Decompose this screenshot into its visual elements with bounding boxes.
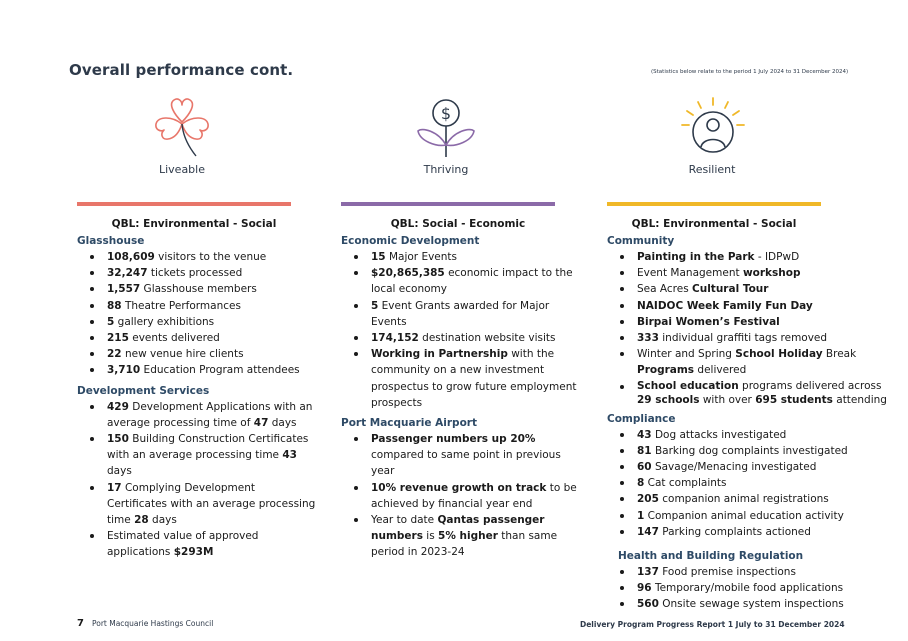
list-item: 174,152 destination website visits	[341, 330, 581, 346]
health-building-list	[607, 564, 897, 613]
list-item: 88 Theatre Performances	[77, 298, 317, 314]
airport-list	[341, 431, 581, 561]
list-item: Estimated value of approved applications $293M	[77, 528, 317, 560]
section-heading-health-building-regulation: Health and Building Regulation	[618, 550, 804, 563]
section-heading-compliance: Compliance	[607, 412, 676, 425]
economic-development-list	[341, 249, 581, 411]
statistics-period-note: (Statistics below relate to the period 1 July 2024 to 31 December 2024)	[651, 69, 849, 75]
list-item: School education programs delivered across 29 schools with over 695 students attending	[607, 379, 897, 407]
liveable-color-bar	[77, 202, 291, 206]
section-heading-community: Community	[607, 235, 675, 247]
list-item: Winter and Spring School Holiday Break Programs delivered	[607, 346, 897, 378]
list-item: 5 Event Grants awarded for Major Events	[341, 298, 581, 330]
list-item: Passenger numbers up 20% compared to same point in previous year	[341, 431, 581, 480]
list-item: Working in Partnership with the community on a new investment prospectus to grow future employment prospects	[341, 346, 581, 411]
list-item: 215 events delivered	[77, 330, 317, 346]
pillar-label-resilient: Resilient	[688, 163, 736, 176]
glasshouse-list	[77, 249, 317, 379]
list-item: 8 Cat complaints	[607, 475, 897, 491]
pillar-label-liveable: Liveable	[158, 163, 205, 176]
footer-left	[77, 618, 213, 629]
pillar-label-thriving: Thriving	[423, 163, 469, 176]
list-item: 429 Development Applications with an average processing time of 47 days	[77, 399, 317, 431]
column-heading: QBL: Social - Economic	[390, 218, 526, 230]
thriving-column	[341, 218, 581, 567]
list-item: Sea Acres Cultural Tour	[607, 281, 897, 297]
list-item: 81 Barking dog complaints investigated	[607, 443, 897, 459]
dollar-plant-icon	[414, 97, 478, 163]
resilient-column	[607, 218, 897, 619]
list-item: Birpai Women’s Festival	[607, 314, 897, 330]
list-item: Event Management workshop	[607, 265, 897, 281]
list-item: 22 new venue hire clients	[77, 346, 317, 362]
footer-org-name: Port Macquarie Hastings Council	[91, 619, 214, 628]
development-services-list	[77, 399, 317, 561]
flower-heart-icon	[152, 96, 212, 164]
thriving-color-bar	[341, 202, 555, 206]
list-item: 10% revenue growth on track to be achieved by financial year end	[341, 480, 581, 512]
list-item: Year to date Qantas passenger numbers is 5% higher than same period in 2023-24	[341, 512, 581, 561]
list-item: 147 Parking complaints actioned	[607, 524, 897, 540]
list-item: 137 Food premise inspections	[607, 564, 897, 580]
page-number: 7	[77, 618, 84, 629]
liveable-column	[77, 218, 317, 567]
list-item: NAIDOC Week Family Fun Day	[607, 298, 897, 314]
column-heading: QBL: Environmental - Social	[111, 218, 277, 230]
list-item: 108,609 visitors to the venue	[77, 249, 317, 265]
section-heading-economic-development: Economic Development	[341, 235, 480, 247]
column-heading: QBL: Environmental - Social	[631, 218, 797, 230]
sun-person-icon	[680, 96, 746, 162]
list-item: 1 Companion animal education activity	[607, 508, 897, 524]
footer-report-title: Delivery Program Progress Report 1 July to 31 December 2024	[580, 620, 845, 629]
section-heading-port-macquarie-airport: Port Macquarie Airport	[341, 417, 477, 430]
list-item: 3,710 Education Program attendees	[77, 362, 317, 378]
list-item: 333 individual graffiti tags removed	[607, 330, 897, 346]
list-item: 15 Major Events	[341, 249, 581, 265]
list-item: 1,557 Glasshouse members	[77, 281, 317, 297]
list-item: 205 companion animal registrations	[607, 491, 897, 507]
list-item: 60 Savage/Menacing investigated	[607, 459, 897, 475]
resilient-color-bar	[607, 202, 821, 206]
compliance-list	[607, 427, 897, 540]
list-item: 32,247 tickets processed	[77, 265, 317, 281]
list-item: $20,865,385 economic impact to the local economy	[341, 265, 581, 297]
list-item: 96 Temporary/mobile food applications	[607, 580, 897, 596]
list-item: 5 gallery exhibitions	[77, 314, 317, 330]
section-heading-development-services: Development Services	[77, 384, 210, 397]
svg-text:$: $	[440, 104, 452, 123]
section-heading-glasshouse: Glasshouse	[77, 235, 145, 247]
community-list	[607, 249, 897, 407]
list-item: 560 Onsite sewage system inspections	[607, 596, 897, 612]
list-item: 150 Building Construction Certificates with an average processing time 43 days	[77, 431, 317, 480]
list-item: Painting in the Park - IDPwD	[607, 249, 897, 265]
list-item: 17 Complying Development Certificates with an average processing time 28 days	[77, 480, 317, 529]
list-item: 43 Dog attacks investigated	[607, 427, 897, 443]
page-title: Overall performance cont.	[69, 61, 294, 79]
